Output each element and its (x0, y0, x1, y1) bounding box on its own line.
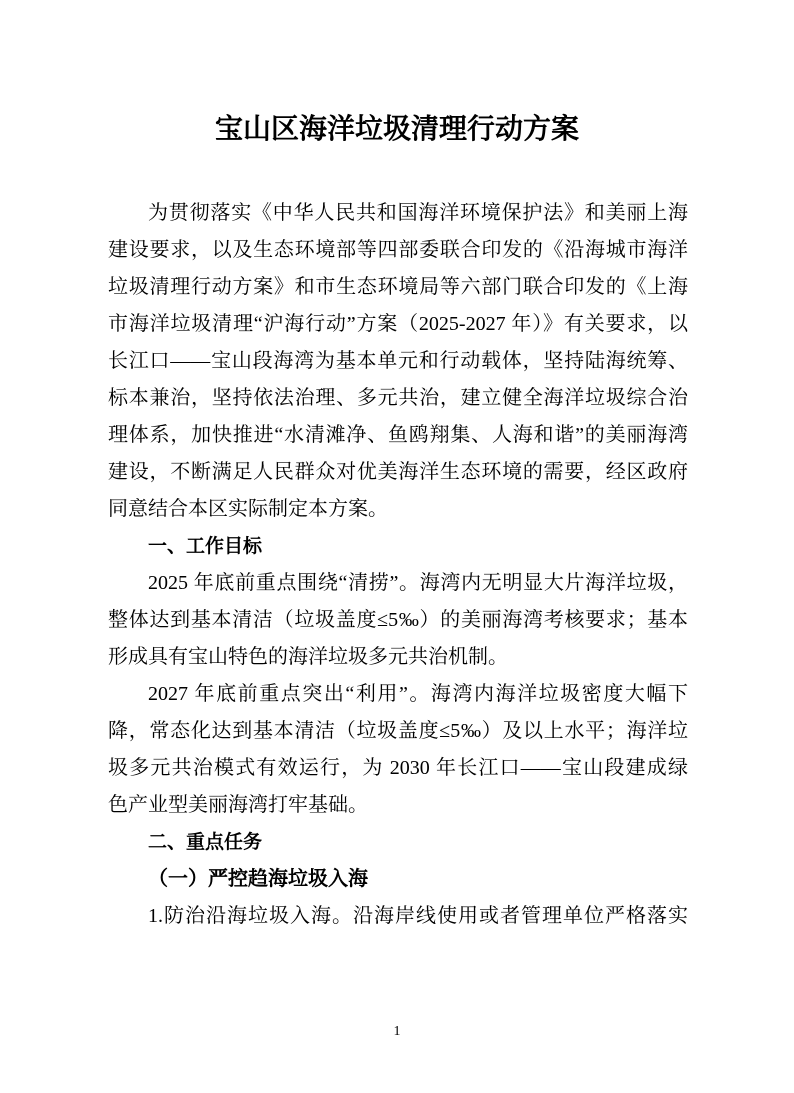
body-line: 1.防治沿海垃圾入海。沿海岸线使用或者管理单位严格落实 (148, 905, 688, 927)
body-line: 形成具有宝山特色的海洋垃圾多元共治机制。 (108, 646, 508, 668)
body-line: 标本兼治，坚持依法治理、多元共治，建立健全海洋垃圾综合治 (108, 387, 688, 409)
body-line: 为贯彻落实《中华人民共和国海洋环境保护法》和美丽上海 (148, 202, 688, 224)
body-line: 同意结合本区实际制定本方案。 (108, 498, 388, 520)
body-line: 色产业型美丽海湾打牢基础。 (108, 794, 368, 816)
body-line: 降，常态化达到基本清洁（垃圾盖度≤5‰）及以上水平；海洋垃 (108, 720, 688, 742)
page-number: 1 (393, 1024, 401, 1039)
body-line: 2027 年底前重点突出“利用”。海湾内海洋垃圾密度大幅下 (148, 683, 688, 705)
goal-paragraph-2025 (108, 565, 688, 676)
section-heading: 一、工作目标 (148, 535, 263, 557)
document-body (108, 195, 688, 935)
section-heading: 二、重点任务 (148, 831, 263, 853)
document-title: 宝山区海洋垃圾清理行动方案 (214, 114, 579, 145)
task-paragraph (108, 898, 688, 935)
body-line: 整体达到基本清洁（垃圾盖度≤5‰）的美丽海湾考核要求；基本 (108, 609, 688, 631)
body-line: 垃圾清理行动方案》和市生态环境局等六部门联合印发的《上海 (108, 276, 688, 298)
body-line: 2025 年底前重点围绕“清捞”。海湾内无明显大片海洋垃圾， (148, 572, 688, 594)
subsection-heading: （一）严控趋海垃圾入海 (148, 868, 368, 890)
goal-paragraph-2027 (108, 676, 688, 824)
body-line: 长江口——宝山段海湾为基本单元和行动载体，坚持陆海统筹、 (108, 350, 688, 372)
body-line: 建设，不断满足人民群众对优美海洋生态环境的需要，经区政府 (108, 461, 688, 483)
body-line: 建设要求，以及生态环境部等四部委联合印发的《沿海城市海洋 (108, 239, 688, 261)
body-line: 市海洋垃圾清理“沪海行动”方案（2025-2027 年）》有关要求，以 (108, 313, 688, 335)
body-line: 圾多元共治模式有效运行，为 2030 年长江口——宝山段建成绿 (108, 757, 688, 779)
body-line: 理体系，加快推进“水清滩净、鱼鸥翔集、人海和谐”的美丽海湾 (108, 424, 688, 446)
intro-paragraph (108, 195, 688, 528)
